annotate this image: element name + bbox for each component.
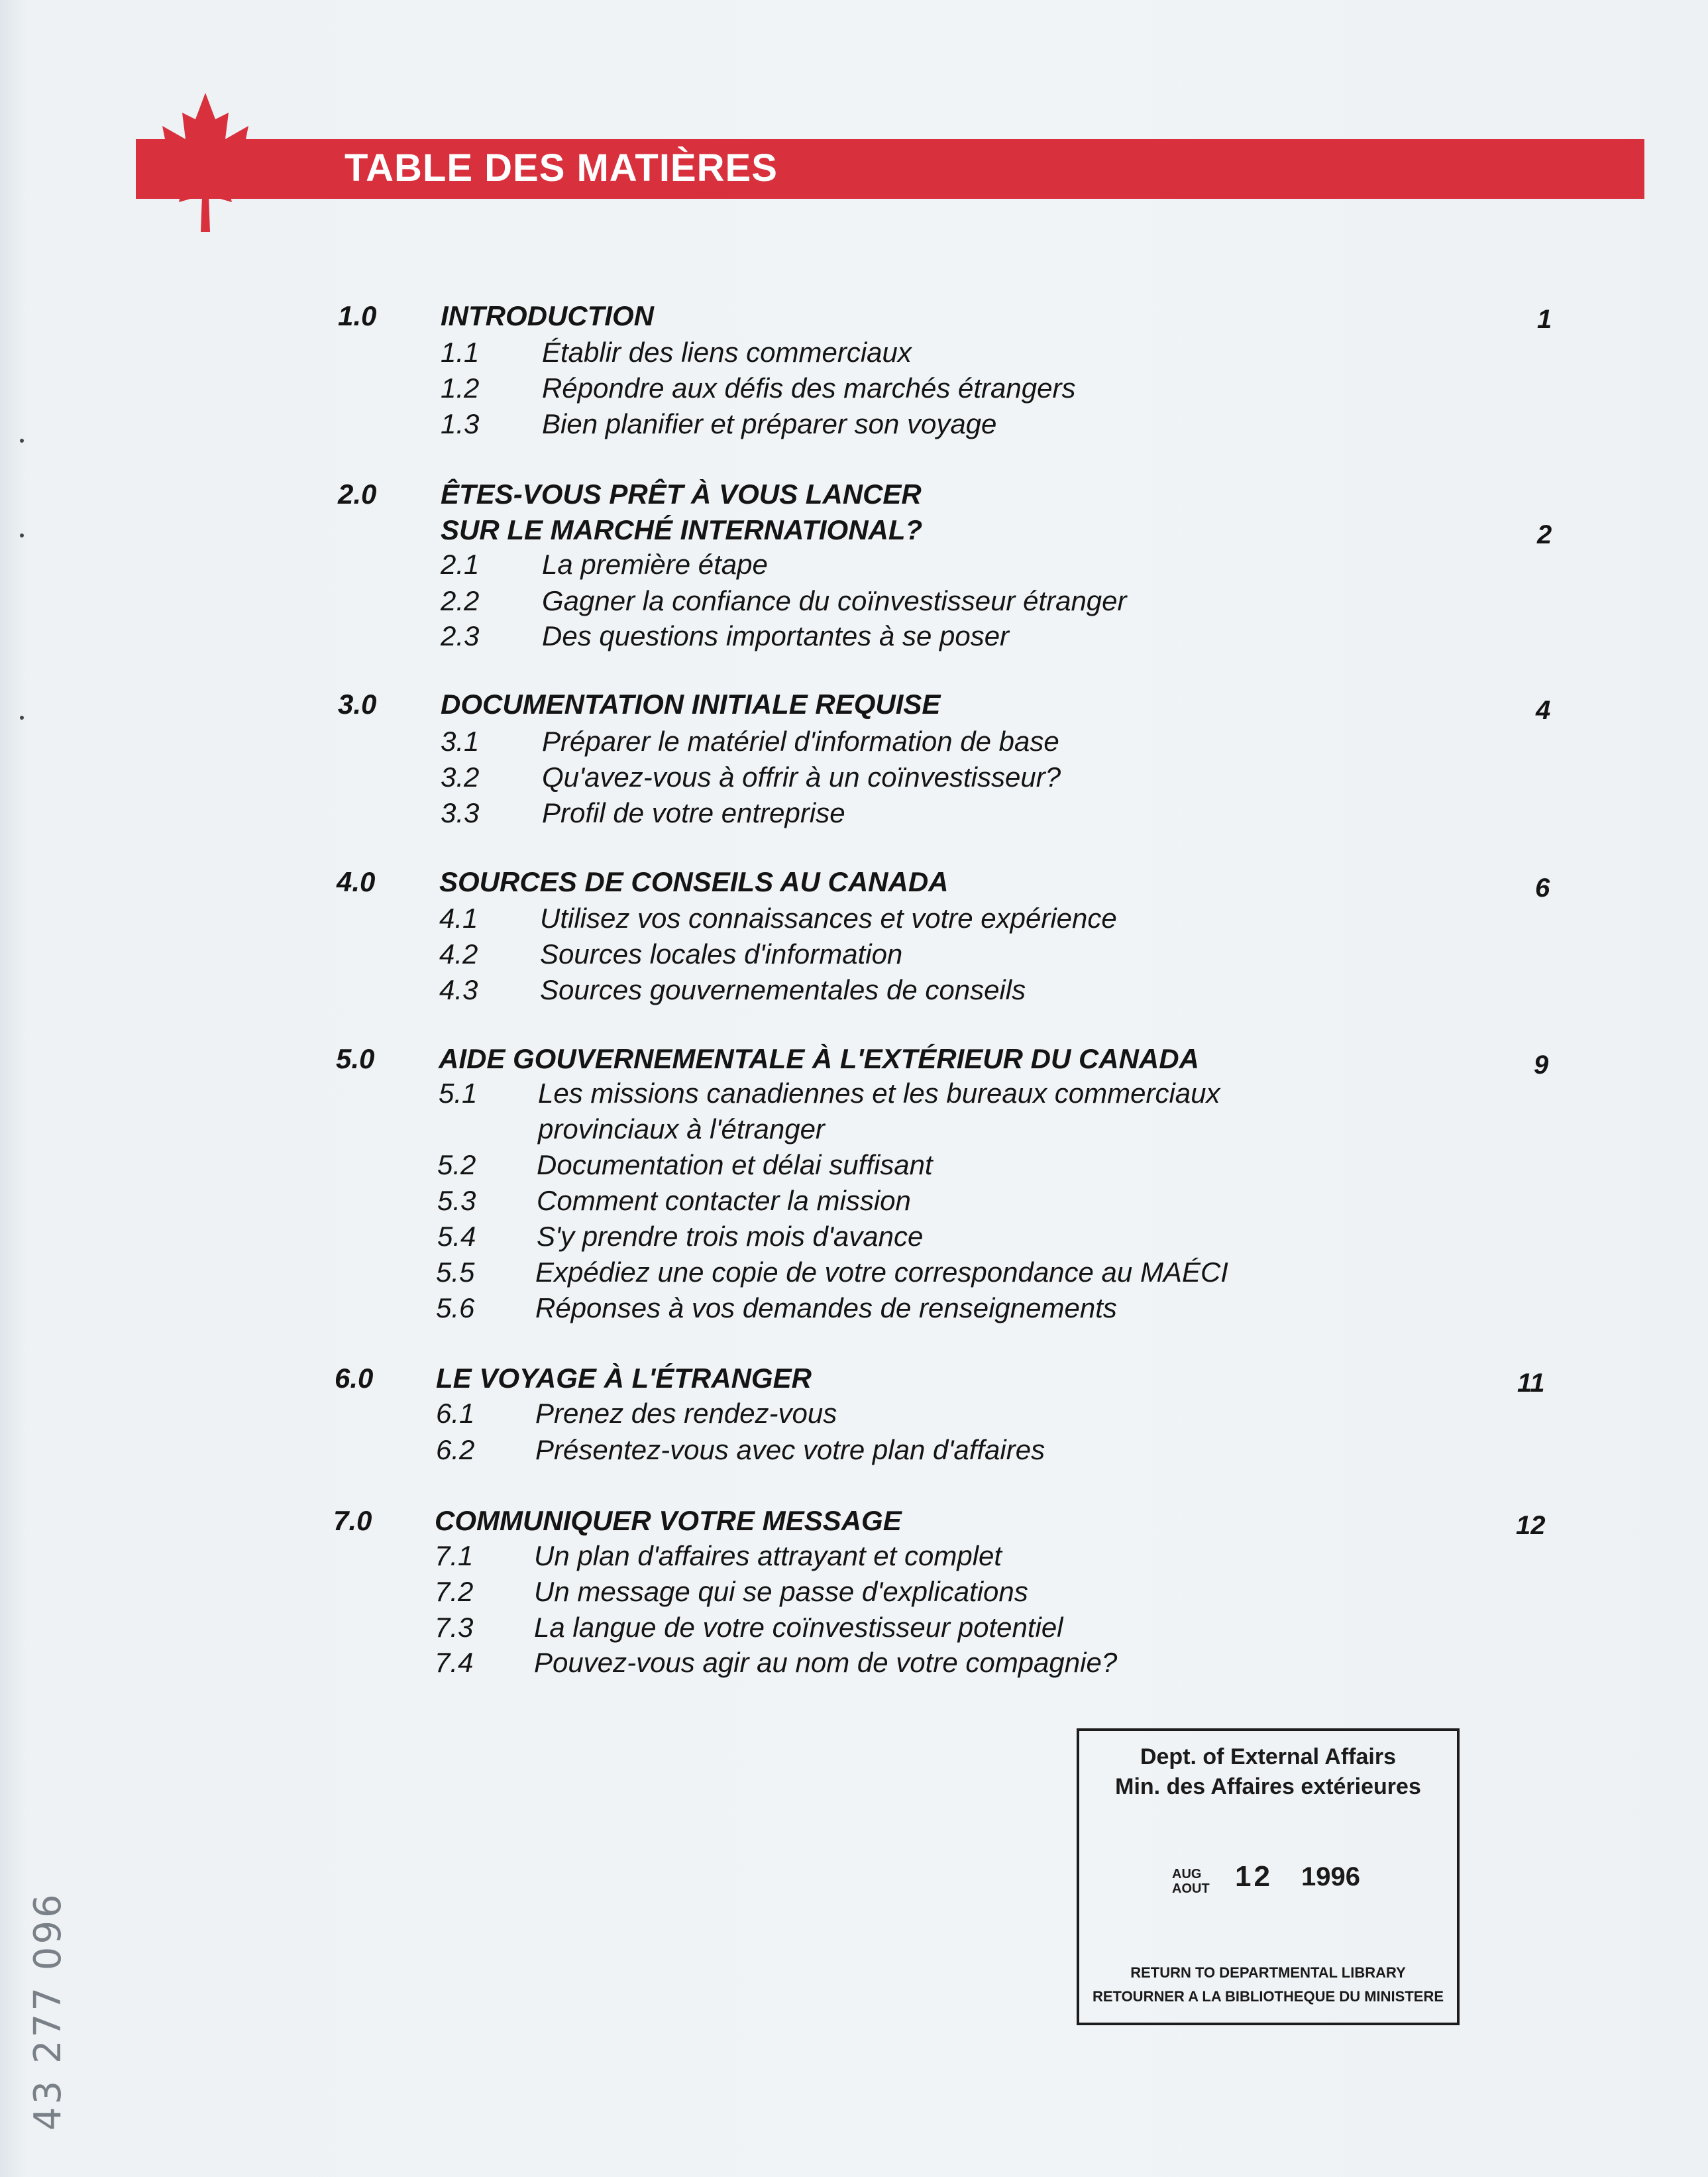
subsection-label: Bien planifier et préparer son voyage (542, 408, 997, 439)
subsection-number: 5.5 (436, 1256, 475, 1288)
subsection-label: Pouvez-vous agir au nom de votre compagnie? (534, 1647, 1118, 1678)
section-page-number: 12 (1516, 1511, 1546, 1540)
subsection-number: 4.3 (439, 974, 478, 1005)
section-page-number: 11 (1517, 1368, 1545, 1398)
subsection-label: Sources gouvernementales de conseils (540, 974, 1026, 1005)
stamp-year: 1996 (1301, 1862, 1360, 1891)
binding-mark (20, 716, 24, 720)
page-title: TABLE DES MATIÈRES (345, 146, 778, 190)
subsection-label: Sources locales d'information (540, 938, 903, 970)
subsection-label: Prenez des rendez-vous (535, 1398, 837, 1429)
subsection-label: Les missions canadiennes et les bureaux commerciaux (538, 1078, 1220, 1109)
stamp-month-en: AUG (1172, 1867, 1202, 1881)
section-title: AIDE GOUVERNEMENTALE À L'EXTÉRIEUR DU CANADA (439, 1043, 1199, 1074)
subsection-label: Qu'avez-vous à offrir à un coïnvestisseur? (542, 761, 1061, 793)
subsection-label: Utilisez vos connaissances et votre expérience (540, 903, 1117, 934)
subsection-number: 7.2 (435, 1576, 474, 1607)
binding-mark (20, 533, 24, 537)
subsection-label: Répondre aux défis des marchés étrangers (542, 372, 1076, 404)
section-number: 5.0 (336, 1043, 375, 1074)
section-number: 4.0 (337, 866, 376, 897)
subsection-label: Expédiez une copie de votre correspondance au MAÉCI (535, 1256, 1228, 1288)
subsection-label: Des questions importantes à se poser (542, 620, 1010, 651)
subsection-number: 5.1 (439, 1078, 478, 1109)
section-title: DOCUMENTATION INITIALE REQUISE (441, 689, 941, 720)
stamp-department-fr: Min. des Affaires extérieures (1115, 1774, 1421, 1799)
subsection-label: Un message qui se passe d'explications (534, 1576, 1028, 1607)
subsection-number: 5.4 (437, 1221, 476, 1252)
subsection-number: 2.3 (441, 620, 480, 651)
library-stamp (1077, 1728, 1460, 2025)
subsection-number: 3.1 (441, 726, 480, 757)
subsection-label: Établir des liens commerciaux (542, 337, 912, 368)
subsection-number: 3.3 (441, 797, 480, 828)
subsection-number: 4.1 (439, 903, 478, 934)
section-page-number: 4 (1536, 696, 1551, 725)
section-number: 3.0 (338, 689, 377, 720)
subsection-label: S'y prendre trois mois d'avance (537, 1221, 924, 1252)
section-number: 1.0 (338, 300, 377, 331)
subsection-number: 5.2 (437, 1149, 476, 1180)
section-number: 2.0 (338, 478, 377, 510)
subsection-label: La première étape (542, 549, 768, 580)
subsection-label: Préparer le matériel d'information de base (542, 726, 1059, 757)
subsection-number: 3.2 (441, 761, 480, 793)
subsection-label: Gagner la confiance du coïnvestisseur étranger (542, 585, 1127, 616)
subsection-label: Comment contacter la mission (537, 1185, 911, 1216)
subsection-number: 4.2 (439, 938, 478, 970)
subsection-label: Un plan d'affaires attrayant et complet (534, 1540, 1002, 1571)
section-page-number: 2 (1537, 520, 1552, 549)
subsection-number: 5.6 (436, 1292, 475, 1323)
stamp-department-en: Dept. of External Affairs (1140, 1744, 1397, 1769)
section-title: INTRODUCTION (441, 300, 654, 331)
section-title: SOURCES DE CONSEILS AU CANADA (439, 866, 949, 897)
subsection-label-line2: provinciaux à l'étranger (538, 1113, 825, 1144)
section-page-number: 9 (1534, 1050, 1549, 1080)
section-title-line2: SUR LE MARCHÉ INTERNATIONAL? (441, 514, 923, 545)
subsection-number: 7.4 (435, 1647, 474, 1678)
binding-mark (20, 439, 24, 443)
subsection-number: 1.3 (441, 408, 480, 439)
section-page-number: 6 (1535, 873, 1550, 903)
section-number: 7.0 (333, 1505, 372, 1536)
subsection-label: La langue de votre coïnvestisseur potentiel (534, 1612, 1063, 1643)
subsection-number: 5.3 (437, 1185, 476, 1216)
section-title: LE VOYAGE À L'ÉTRANGER (436, 1363, 812, 1394)
subsection-number: 2.1 (441, 549, 480, 580)
subsection-number: 6.1 (436, 1398, 475, 1429)
stamp-day: 12 (1235, 1860, 1273, 1893)
subsection-number: 6.2 (436, 1434, 475, 1465)
subsection-label: Présentez-vous avec votre plan d'affaires (535, 1434, 1045, 1465)
handwritten-catalogue-number: 43 277 096 (27, 1891, 70, 2131)
stamp-month (1172, 1867, 1210, 1896)
subsection-number: 1.2 (441, 372, 480, 404)
section-number: 6.0 (335, 1363, 374, 1394)
section-page-number: 1 (1537, 305, 1552, 334)
subsection-label: Profil de votre entreprise (542, 797, 845, 828)
stamp-return-en: RETURN TO DEPARTMENTAL LIBRARY (1130, 1964, 1406, 1981)
subsection-number: 2.2 (441, 585, 480, 616)
subsection-number: 1.1 (441, 337, 480, 368)
stamp-return-fr: RETOURNER A LA BIBLIOTHEQUE DU MINISTERE (1092, 1988, 1444, 2005)
section-title: COMMUNIQUER VOTRE MESSAGE (435, 1505, 902, 1536)
subsection-label: Documentation et délai suffisant (537, 1149, 933, 1180)
subsection-number: 7.3 (435, 1612, 474, 1643)
subsection-label: Réponses à vos demandes de renseignements (535, 1292, 1117, 1323)
subsection-number: 7.1 (435, 1540, 474, 1571)
section-title: ÊTES-VOUS PRÊT À VOUS LANCER (441, 478, 922, 510)
stamp-month-fr: AOUT (1172, 1881, 1210, 1896)
